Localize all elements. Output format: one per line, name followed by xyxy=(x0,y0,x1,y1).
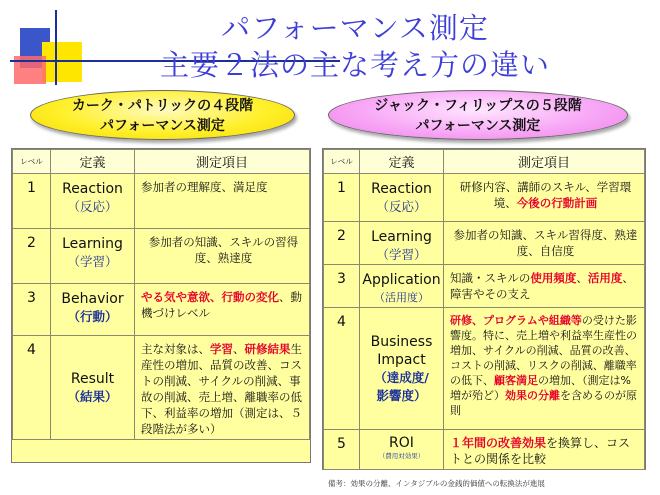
measurement-items: 参加者の理解度、満足度 xyxy=(135,174,310,229)
item-highlight: 顧客満足 xyxy=(494,374,538,387)
definition-jp: 影響度） xyxy=(376,387,427,403)
definition-jp: （学習） xyxy=(67,254,118,269)
item-text: 主な対象は、 xyxy=(141,342,210,356)
definition-jp: （反応） xyxy=(376,199,427,214)
measurement-items xyxy=(444,430,645,470)
item-highlight: 使用頻度 xyxy=(530,271,577,285)
definition-jp: （反応） xyxy=(67,199,118,214)
phillips-table xyxy=(323,149,645,470)
item-text: 、 xyxy=(233,342,245,356)
item-highlight: やる気や意欲、行動の変化 xyxy=(141,290,279,304)
item-text: 知識・スキルの xyxy=(450,271,531,285)
footnote: 備考：効果の分離、インタジブルの金銭的価値への転換法が進展 xyxy=(328,479,545,488)
item-text: 研修内容、講師のスキル、学習環境、 xyxy=(459,180,632,210)
definition-cell xyxy=(51,174,135,229)
item-text: 、 xyxy=(576,271,588,285)
table-header-row xyxy=(324,150,645,174)
level-number: 3 xyxy=(324,265,360,308)
item-text: の受けた影響度。特に、売上増や利益率生産性の増加、サイクルの削減、品質の改善、コストの削減、リスクの削減、離職率の低下、 xyxy=(450,314,637,387)
kirkpatrick-heading-line-2: パフォーマンス測定 xyxy=(100,118,225,134)
level-number: 1 xyxy=(13,174,51,229)
level-number: 2 xyxy=(324,222,360,265)
definition-en: Behavior xyxy=(61,291,124,307)
item-highlight: 今後の行動計画 xyxy=(516,196,598,210)
table-row xyxy=(13,284,310,336)
definition-en: Learning xyxy=(62,236,123,252)
level-number: 3 xyxy=(13,284,51,336)
table-row xyxy=(324,430,645,470)
table-row xyxy=(13,174,310,229)
definition-cell xyxy=(360,222,444,265)
definition-jp: （結果） xyxy=(67,388,118,404)
item-text: 、動機づけレベル xyxy=(141,290,302,320)
level-number: 2 xyxy=(13,229,51,284)
definition-cell xyxy=(360,430,444,470)
column-header-items: 測定項目 xyxy=(135,150,310,174)
level-number: 4 xyxy=(13,336,51,440)
measurement-items xyxy=(135,336,310,440)
title-line-1: パフォーマンス測定 xyxy=(221,11,489,45)
definition-jp: （学習） xyxy=(376,247,427,262)
item-highlight: 活用度 xyxy=(587,271,623,285)
table-row xyxy=(13,229,310,284)
level-number: 4 xyxy=(324,308,360,430)
table-row xyxy=(324,222,645,265)
definition-cell xyxy=(360,174,444,222)
title-line-2: 主要２法の主な考え方の違い xyxy=(159,48,550,82)
definition-en: Learning xyxy=(371,229,432,245)
column-header-definition: 定義 xyxy=(51,150,135,174)
column-header-level: レベル xyxy=(13,150,51,174)
item-highlight: １年間の改善効果 xyxy=(450,436,547,450)
table-row xyxy=(324,265,645,308)
item-text: 生産性の増加、品質の改善、コストの削減、サイクルの削減、事故の削減、売上増、離職率の低下、利益率の増加（測定は、５段階法が多い） xyxy=(141,342,302,436)
item-highlight: 学習 xyxy=(210,342,233,356)
kirkpatrick-heading xyxy=(30,90,295,140)
definition-en: Result xyxy=(70,370,115,387)
decor-vertical-line xyxy=(55,10,57,85)
phillips-heading xyxy=(328,90,628,140)
table-row xyxy=(13,336,310,440)
definition-cell xyxy=(360,265,444,308)
definition-en: Reaction xyxy=(371,181,432,197)
decor-yellow-square xyxy=(42,42,82,82)
item-highlight: 研修、プログラムや組織等 xyxy=(450,314,582,327)
measurement-items xyxy=(444,308,645,430)
kirkpatrick-table xyxy=(12,149,310,440)
column-header-definition: 定義 xyxy=(360,150,444,174)
definition-en: Reaction xyxy=(62,181,123,197)
level-number: 5 xyxy=(324,430,360,470)
definition-en: ROI xyxy=(389,435,414,451)
phillips-heading-line-2: パフォーマンス測定 xyxy=(415,118,541,134)
table-row xyxy=(324,308,645,430)
table-row xyxy=(324,174,645,222)
phillips-heading-line-1: ジャック・フィリップスの５段階 xyxy=(374,98,582,114)
level-number: 1 xyxy=(324,174,360,222)
page-title xyxy=(140,10,570,84)
definition-cell xyxy=(51,336,135,440)
definition-en: Business xyxy=(370,333,433,350)
item-highlight: 効果の分離 xyxy=(505,389,560,402)
definition-jp: （達成度/ xyxy=(374,369,429,385)
measurement-items: 参加者の知識、スキル習得度、熟達度、自信度 xyxy=(444,222,645,265)
definition-en: Application xyxy=(362,272,441,288)
item-text: を換算し、コストとの関係を比較 xyxy=(450,436,631,466)
measurement-items xyxy=(135,284,310,336)
definition-jp: （行動） xyxy=(67,309,118,324)
kirkpatrick-heading-line-1: カーク・パトリックの４段階 xyxy=(71,98,254,114)
definition-cell xyxy=(51,284,135,336)
item-text: を含めるのが原則 xyxy=(450,389,637,417)
definition-jp: （活用度） xyxy=(374,291,429,304)
table-header-row xyxy=(13,150,310,174)
column-header-items: 測定項目 xyxy=(444,150,645,174)
definition-cell xyxy=(51,229,135,284)
phillips-table-panel xyxy=(322,148,646,470)
measurement-items xyxy=(444,265,645,308)
measurement-items: 参加者の知識、スキルの習得度、熟達度 xyxy=(135,229,310,284)
item-text: の増加、（測定は%増が殆ど） xyxy=(450,374,631,402)
definition-jp: （費用対効果） xyxy=(378,452,425,460)
measurement-items xyxy=(444,174,645,222)
definition-en: Impact xyxy=(377,351,426,368)
item-text: 、障害やその支え xyxy=(450,271,634,301)
definition-cell xyxy=(360,308,444,430)
kirkpatrick-table-panel xyxy=(11,148,311,463)
column-header-level: レベル xyxy=(324,150,360,174)
item-highlight: 研修結果 xyxy=(244,342,291,356)
